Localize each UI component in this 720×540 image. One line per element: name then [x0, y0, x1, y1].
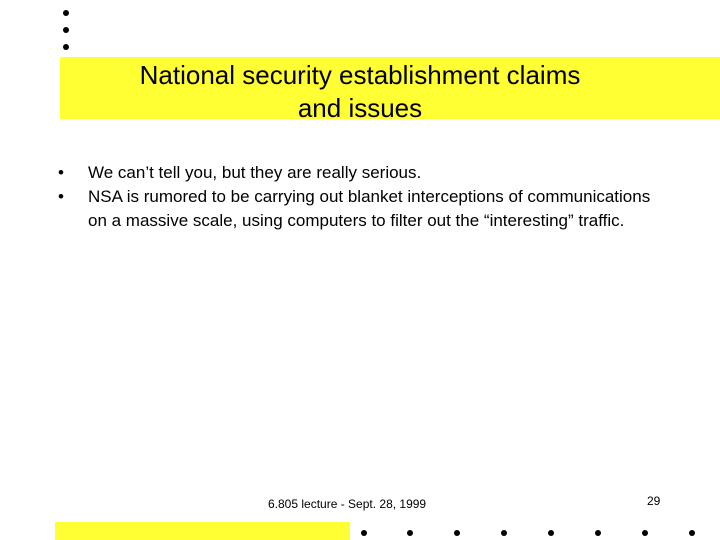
bullet-marker: • [58, 187, 64, 206]
bullet-text: NSA is rumored to be carrying out blanket interceptions of communications on a massive scale, using computers to filter out the “interesting” traffic. [88, 187, 651, 230]
slide-title-line-2: and issues [297, 93, 423, 123]
decorative-dot [595, 530, 601, 536]
bullet-item [58, 161, 668, 185]
decorative-dot [361, 530, 367, 536]
footer-highlight-band [55, 522, 350, 540]
decorative-dot [689, 530, 695, 536]
decorative-dot [454, 530, 460, 536]
bullet-marker: • [58, 163, 64, 182]
decorative-dot [63, 44, 69, 50]
bullet-item [58, 185, 668, 233]
decorative-dot [63, 27, 69, 33]
bullet-list [58, 161, 668, 233]
footer-lecture-info: 6.805 lecture - Sept. 28, 1999 [268, 497, 427, 511]
decorative-dot [501, 530, 507, 536]
slide-title [60, 59, 660, 125]
decorative-dot [407, 530, 413, 536]
decorative-dot [548, 530, 554, 536]
page-number: 29 [647, 494, 661, 508]
decorative-dot [63, 10, 69, 16]
bullet-text: We can’t tell you, but they are really serious. [88, 163, 422, 182]
slide-title-line-1: National security establishment claims [139, 60, 581, 90]
decorative-dot [642, 530, 648, 536]
